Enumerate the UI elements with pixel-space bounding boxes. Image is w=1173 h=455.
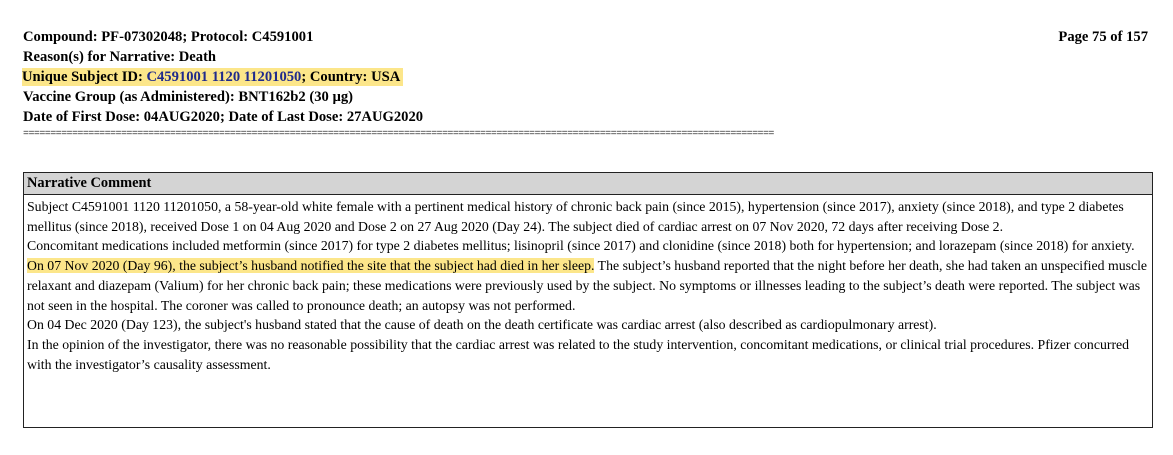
narrative-paragraph-death-report bbox=[27, 256, 1149, 315]
subject-id-label: Unique Subject ID: bbox=[22, 69, 147, 85]
narrative-comment-title: Narrative Comment bbox=[24, 173, 1152, 195]
subject-id-line bbox=[23, 67, 1148, 87]
narrative-comment-box bbox=[23, 172, 1153, 428]
narrative-paragraph-medications: Concomitant medications included metformin (since 2017) for type 2 diabetes mellitus; lisinopril (since 2017) and clonidine (since 2018) both for hypertension; and lorazepam (since 2018) for anxiety. bbox=[27, 238, 1135, 254]
narrative-paragraph-cause: On 04 Dec 2020 (Day 123), the subject's husband stated that the cause of death on the death certificate was cardiac arrest (also described as cardiopulmonary arrest). bbox=[27, 317, 937, 333]
narrative-paragraph-history: Subject C4591001 1120 11201050, a 58-year-old white female with a pertinent medical history of chronic back pain (since 2015), hypertension (since 2017), anxiety (since 2018), and type 2 diabetes mellitus (since 2018), received Dose 1 on 04 Aug 2020 and Dose 2 on 27 Aug 2020 (Day 24). The subject died of cardiac arrest on 07 Nov 2020, 72 days after receiving Dose 2. bbox=[27, 199, 1124, 234]
subject-id-value: C4591001 1120 11201050 bbox=[146, 69, 302, 85]
reason-line: Reason(s) for Narrative: Death bbox=[23, 49, 217, 65]
death-report-text: The subject’s husband reported that the night before her death, she had taken an unspecified muscle relaxant and diazepam (Valium) for her chronic back pain; these medications were previously used by the subject. No symptoms or illnesses leading to the subject’s death were reported. The subject was not seen in the hospital. The coroner was called to pronounce death; an autopsy was not performed. bbox=[27, 258, 1148, 313]
narrative-paragraph-opinion: In the opinion of the investigator, there was no reasonable possibility that the cardiac arrest was related to the study intervention, concomitant medications, or clinical trial procedures. Pfizer concurred with the investigator’s causality assessment. bbox=[27, 336, 1130, 372]
document-header bbox=[23, 27, 1148, 127]
page-number: Page 75 of 157 bbox=[1058, 29, 1148, 45]
country-text: ; Country: USA bbox=[301, 69, 401, 85]
narrative-body bbox=[24, 195, 1152, 374]
dose-dates-line: Date of First Dose: 04AUG2020; Date of Last Dose: 27AUG2020 bbox=[23, 109, 424, 125]
subject-id-highlight bbox=[22, 68, 403, 86]
compound-protocol-line: Compound: PF-07302048; Protocol: C4591001 bbox=[23, 29, 314, 45]
header-divider: ========================================================================================================================================== bbox=[23, 129, 774, 140]
vaccine-group-line: Vaccine Group (as Administered): BNT162b2 (30 µg) bbox=[23, 89, 354, 105]
highlighted-sentence: On 07 Nov 2020 (Day 96), the subject’s husband notified the site that the subject had died in her sleep. bbox=[27, 258, 595, 274]
